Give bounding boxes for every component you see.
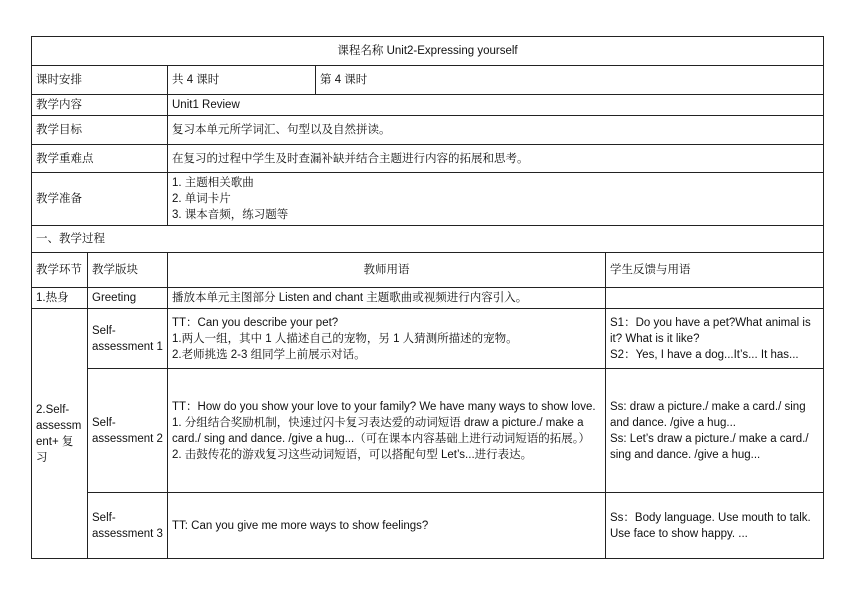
review-stage: 2.Self-assessment+ 复习 [32,309,88,559]
sa1-teacher-line: 2.老师挑选 2-3 组同学上前展示对话。 [172,348,366,361]
sa2-student-line: Ss: Let’s draw a picture./ make a card./ sing and dance. /give a hug... [610,432,809,461]
sa3-teacher: TT: Can you give me more ways to show feelings? [168,493,606,559]
warmup-row [32,288,824,309]
goal-label: 教学目标 [32,116,168,145]
sa2-teacher-line: TT：How do you show your love to your family? We have many ways to show love. [172,400,596,413]
schedule-total: 共 4 课时 [168,66,316,95]
sa2-teacher-line: 1. 分组结合奖励机制，快速过闪卡复习表达爱的动词短语 draw a picture./ make a card./ sing and dance. /give a hug...（可在课本内容基础上进行动词短语的拓展。） [172,416,590,445]
sa2-teacher [168,369,606,493]
prep-item: 1. 主题相关歌曲 [172,177,254,189]
sa1-student [606,309,824,369]
prep-list [168,173,824,226]
sa2-row [32,369,824,493]
keypoints-label: 教学重难点 [32,145,168,173]
sa2-student [606,369,824,493]
schedule-row [32,66,824,95]
prep-label: 教学准备 [32,173,168,226]
schedule-current: 第 4 课时 [316,66,824,95]
course-title: 课程名称 Unit2-Expressing yourself [32,37,824,66]
content-value: Unit1 Review [168,95,824,116]
title-row [32,37,824,66]
keypoints-row [32,145,824,173]
sa1-teacher-line: 1.两人一组，其中 1 人描述自己的宠物，另 1 人猜测所描述的宠物。 [172,332,518,345]
sa2-block: Self-assessment 2 [88,369,168,493]
process-title-row [32,226,824,253]
content-label: 教学内容 [32,95,168,116]
header-stage: 教学环节 [32,253,88,288]
goal-row [32,116,824,145]
warmup-student [606,288,824,309]
sa1-student-line: S1：Do you have a pet?What animal is it? What is it like? [610,316,811,345]
keypoints-value: 在复习的过程中学生及时查漏补缺并结合主题进行内容的拓展和思考。 [168,145,824,173]
sa3-block: Self-assessment 3 [88,493,168,559]
sa1-student-line: S2：Yes, I have a dog...It’s... It has... [610,348,799,361]
goal-value: 复习本单元所学词汇、句型以及自然拼读。 [168,116,824,145]
sa3-row [32,493,824,559]
lesson-plan-table [31,36,824,559]
warmup-block: Greeting [88,288,168,309]
header-student: 学生反馈与用语 [606,253,824,288]
prep-row [32,173,824,226]
process-title: 一、教学过程 [32,226,824,253]
prep-item: 3. 课本音频，练习题等 [172,209,289,221]
sa3-student: Ss：Body language. Use mouth to talk. Use face to show happy. ... [606,493,824,559]
sa1-block: Self-assessment 1 [88,309,168,369]
content-row [32,95,824,116]
prep-item: 2. 单词卡片 [172,193,231,205]
sa1-teacher-line: TT：Can you describe your pet? [172,316,339,329]
header-teacher: 教师用语 [168,253,606,288]
sa2-student-line: Ss: draw a picture./ make a card./ sing and dance. /give a hug... [610,400,806,429]
sa1-row [32,309,824,369]
header-row [32,253,824,288]
sa2-teacher-line: 2. 击鼓传花的游戏复习这些动词短语，可以搭配句型 Let’s...进行表达。 [172,448,533,461]
warmup-stage: 1.热身 [32,288,88,309]
header-block: 教学版块 [88,253,168,288]
schedule-label: 课时安排 [32,66,168,95]
warmup-teacher: 播放本单元主图部分 Listen and chant 主题歌曲或视频进行内容引入。 [168,288,606,309]
sa1-teacher [168,309,606,369]
